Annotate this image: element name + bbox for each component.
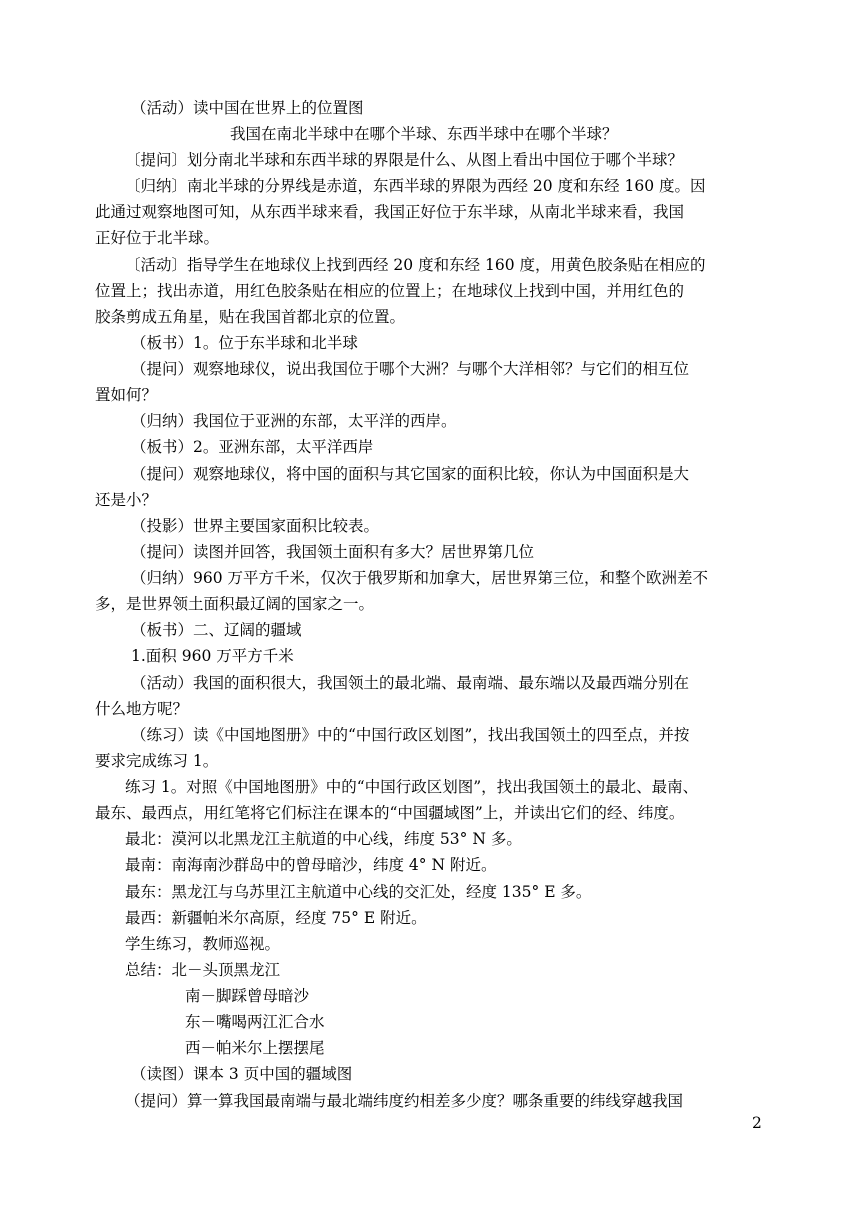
text-line: 〔归纳〕南北半球的分界线是赤道，东西半球的界限为西经 20 度和东经 160 度。因 (125, 177, 706, 195)
text-line: 学生练习，教师巡视。 (125, 935, 281, 953)
text-line: （练习）读《中国地图册》中的“中国行政区划图”，找出我国领土的四至点，并按 (131, 726, 690, 744)
text-line: 正好位于北半球。 (95, 229, 220, 247)
text-line: （提问）读图并回答，我国领土面积有多大？居世界第几位 (131, 543, 535, 561)
page-number: 2 (752, 1114, 762, 1132)
text-line: （投影）世界主要国家面积比较表。 (131, 517, 380, 535)
text-line: （提问）观察地球仪，说出我国位于哪个大洲？与哪个大洋相邻？与它们的相互位 (131, 360, 690, 378)
text-line: 最东：黑龙江与乌苏里江主航道中心线的交汇处，经度 135° E 多。 (125, 883, 592, 901)
text-line: （归纳）我国位于亚洲的东部，太平洋的西岸。 (131, 412, 457, 430)
text-line: 〔提问〕划分南北半球和东西半球的界限是什么、从图上看出中国位于哪个半球？ (125, 151, 684, 169)
text-line: 最东、最西点，用红笔将它们标注在课本的“中国疆域图”上，并读出它们的经、纬度。 (95, 804, 685, 822)
text-line: 东－嘴喝两江汇合水 (185, 1013, 325, 1031)
text-line: 最南：南海南沙群岛中的曾母暗沙，纬度 4° N 附近。 (125, 856, 497, 874)
text-line: （提问）算一算我国最南端与最北端纬度约相差多少度？哪条重要的纬线穿越我国 (125, 1092, 684, 1110)
text-line: 位置上；找出赤道，用红色胶条贴在相应的位置上；在地球仪上找到中国，并用红色的 (95, 282, 685, 300)
text-line: （板书）2。亚洲东部，太平洋西岸 (131, 438, 374, 456)
text-line: （活动）我国的面积很大，我国领土的最北端、最南端、最东端以及最西端分别在 (131, 674, 690, 692)
text-line: 西－帕米尔上摆摆尾 (185, 1039, 325, 1057)
text-line: 什么地方呢？ (95, 700, 189, 718)
text-line: （活动）读中国在世界上的位置图 (131, 99, 364, 117)
text-line: 胶条剪成五角星，贴在我国首都北京的位置。 (95, 308, 406, 326)
text-line: 最西：新疆帕米尔高原，经度 75° E 附近。 (125, 909, 427, 927)
text-line: （提问）观察地球仪，将中国的面积与其它国家的面积比较，你认为中国面积是大 (131, 465, 690, 483)
text-line: 我国在南北半球中在哪个半球、东西半球中在哪个半球？ (230, 125, 618, 143)
text-line: （读图）课本 3 页中国的疆域图 (131, 1065, 353, 1083)
text-line: 多，是世界领土面积最辽阔的国家之一。 (95, 595, 375, 613)
text-line: 练习 1。对照《中国地图册》中的“中国行政区划图”，找出我国领土的最北、最南、 (125, 778, 699, 796)
text-line: （板书）1。位于东半球和北半球 (131, 334, 358, 352)
text-line: （归纳）960 万平方千米，仅次于俄罗斯和加拿大，居世界第三位，和整个欧洲差不 (131, 569, 709, 587)
text-line: 最北：漠河以北黑龙江主航道的中心线，纬度 53° N 多。 (125, 830, 522, 848)
text-line: 此通过观察地图可知，从东西半球来看，我国正好位于东半球，从南北半球来看，我国 (95, 203, 685, 221)
text-line: 〔活动〕指导学生在地球仪上找到西经 20 度和东经 160 度，用黄色胶条贴在相应的 (125, 256, 706, 274)
text-line: 总结：北－头顶黑龙江 (125, 961, 281, 979)
text-line: 南－脚踩曾母暗沙 (185, 987, 310, 1005)
text-line: （板书）二、辽阔的疆域 (131, 621, 302, 639)
text-line: 还是小？ (95, 491, 158, 509)
text-line: 置如何？ (95, 386, 158, 404)
text-line: 要求完成练习 1。 (95, 752, 219, 770)
text-line: 1.面积 960 万平方千米 (131, 647, 294, 665)
